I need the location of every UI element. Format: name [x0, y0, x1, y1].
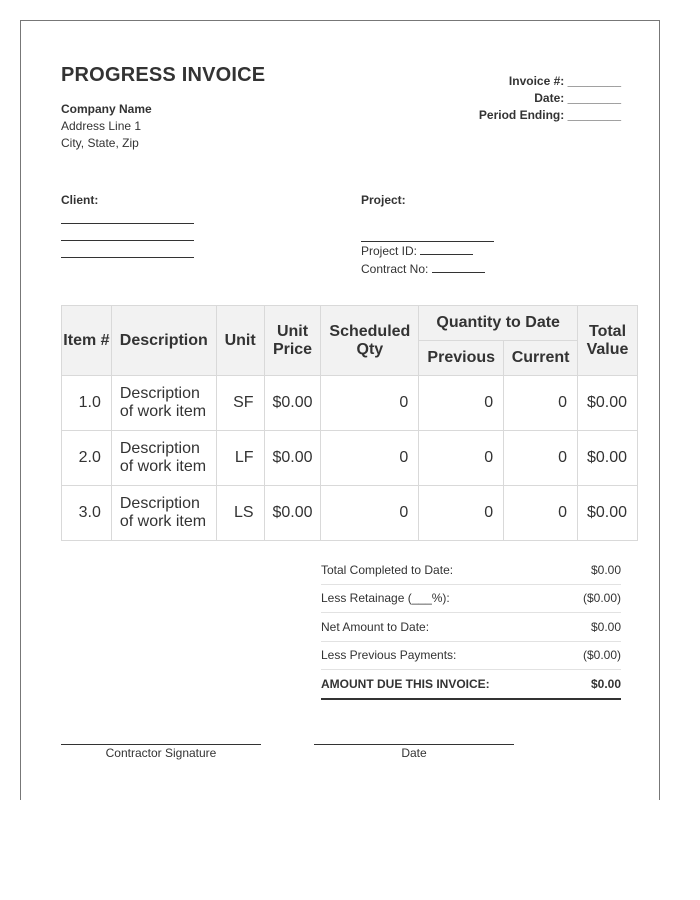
retainage-value: ($0.00)	[582, 591, 621, 606]
contract-no-label: Contract No:	[361, 262, 429, 276]
table-row	[62, 486, 638, 541]
contractor-signature-label: Contractor Signature	[105, 746, 217, 760]
header-previous: Previous	[419, 341, 504, 376]
client-line-2[interactable]	[61, 224, 194, 241]
project-id-label: Project ID:	[361, 244, 418, 258]
company-address-line-2: City, State, Zip	[61, 136, 139, 150]
cell-unit: LS	[216, 486, 264, 541]
totals-summary	[321, 556, 621, 700]
cell-description: Description of work item	[111, 431, 216, 486]
retainage-label: Less Retainage (___%):	[321, 591, 450, 606]
project-name-line[interactable]	[361, 225, 494, 242]
signature-date-line[interactable]	[314, 744, 514, 760]
total-completed-label: Total Completed to Date:	[321, 562, 454, 577]
project-label: Project:	[361, 193, 406, 207]
retainage-row	[321, 585, 621, 614]
invoice-number-label: Invoice #:	[508, 74, 565, 88]
project-block	[361, 193, 494, 278]
header-item-number: Item #	[62, 306, 112, 376]
cell-current: 0	[504, 431, 578, 486]
contract-no-row	[361, 260, 494, 278]
line-items-table	[61, 305, 638, 541]
header-unit-price: Unit Price	[264, 306, 321, 376]
cell-description: Description of work item	[111, 486, 216, 541]
client-line-1[interactable]	[61, 207, 194, 224]
invoice-date-label: Date:	[534, 91, 565, 105]
cell-scheduled: 0	[321, 376, 419, 431]
cell-previous: 0	[419, 486, 504, 541]
client-line-3[interactable]	[61, 241, 194, 258]
cell-unit-price: $0.00	[264, 431, 321, 486]
invoice-date-row	[479, 90, 621, 107]
header-scheduled-qty: Scheduled Qty	[321, 306, 419, 376]
invoice-number-blank[interactable]: ________	[567, 74, 621, 88]
amount-due-value: $0.00	[590, 676, 621, 691]
cell-previous: 0	[419, 376, 504, 431]
header-current: Current	[504, 341, 578, 376]
company-name: Company Name	[61, 102, 152, 116]
previous-payments-value: ($0.00)	[582, 648, 621, 663]
invoice-date-blank[interactable]: ________	[567, 91, 621, 105]
cell-description: Description of work item	[111, 376, 216, 431]
invoice-title: PROGRESS INVOICE	[61, 64, 266, 86]
net-amount-row	[321, 613, 621, 642]
invoice-number-row	[479, 73, 621, 90]
total-completed-row	[321, 556, 621, 585]
cell-total: $0.00	[578, 431, 638, 486]
amount-due-label: AMOUNT DUE THIS INVOICE:	[321, 676, 490, 691]
cell-item: 3.0	[62, 486, 112, 541]
client-label: Client:	[61, 193, 99, 207]
cell-item: 2.0	[62, 431, 112, 486]
project-id-row	[361, 242, 494, 260]
table-row	[62, 431, 638, 486]
period-ending-blank[interactable]: ________	[567, 108, 621, 122]
total-completed-value: $0.00	[590, 562, 621, 577]
cell-item: 1.0	[62, 376, 112, 431]
net-amount-value: $0.00	[590, 619, 621, 634]
cell-scheduled: 0	[321, 431, 419, 486]
header-unit: Unit	[216, 306, 264, 376]
cell-scheduled: 0	[321, 486, 419, 541]
cell-unit-price: $0.00	[264, 376, 321, 431]
signature-date-label: Date	[401, 746, 427, 760]
cell-unit-price: $0.00	[264, 486, 321, 541]
project-id-field[interactable]	[420, 242, 473, 255]
cell-unit: SF	[216, 376, 264, 431]
cell-total: $0.00	[578, 486, 638, 541]
net-amount-label: Net Amount to Date:	[321, 619, 430, 634]
previous-payments-row	[321, 642, 621, 671]
company-block	[61, 101, 152, 152]
contractor-signature-line[interactable]	[61, 744, 261, 760]
cell-current: 0	[504, 486, 578, 541]
cell-current: 0	[504, 376, 578, 431]
cell-unit: LF	[216, 431, 264, 486]
period-ending-label: Period Ending:	[478, 108, 565, 122]
header-quantity-to-date: Quantity to Date	[419, 306, 578, 341]
previous-payments-label: Less Previous Payments:	[321, 648, 457, 663]
cell-previous: 0	[419, 431, 504, 486]
invoice-meta	[479, 73, 621, 124]
amount-due-row	[321, 670, 621, 700]
contract-no-field[interactable]	[432, 260, 485, 273]
client-block	[61, 193, 194, 258]
header-total-value: Total Value	[578, 306, 638, 376]
table-row	[62, 376, 638, 431]
company-address-line-1: Address Line 1	[61, 119, 142, 133]
cell-total: $0.00	[578, 376, 638, 431]
period-ending-row	[479, 107, 621, 124]
header-description: Description	[111, 306, 216, 376]
